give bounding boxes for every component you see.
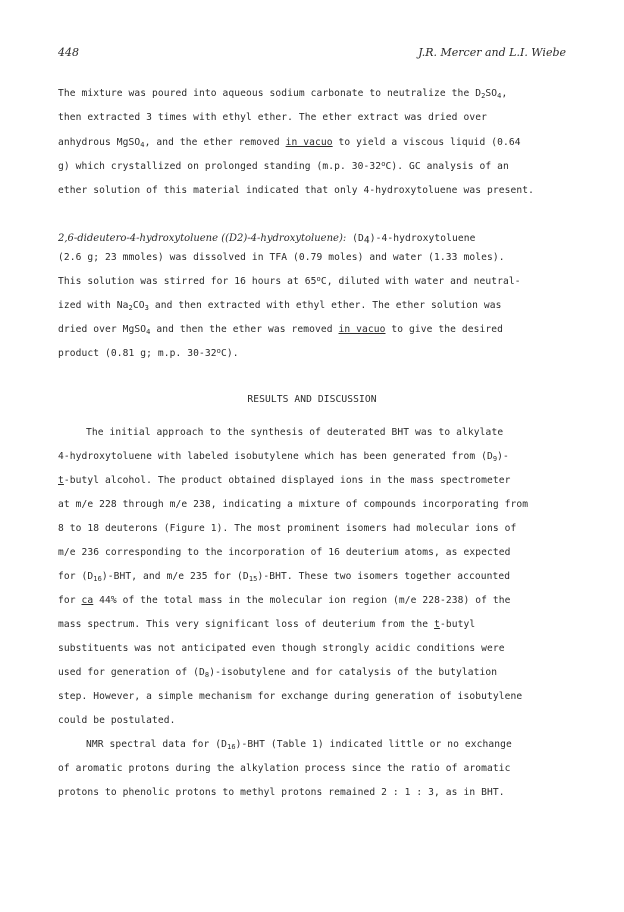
paragraph-4-line-2: of aromatic protons during the alkylation process since the ratio of aromatic	[58, 763, 511, 774]
paragraph-3-line-3: t-butyl alcohol. The product obtained displayed ions in the mass spectrometer	[58, 475, 511, 486]
paragraph-2-line-5: dried over MgSO$_4$ and then the ether was removed in vacuo to give the desired	[58, 324, 504, 336]
paragraph-3-line-7: for $(D_{16})$-BHT, and m/e 235 for $(D_{15})$-BHT. These two isomers together accounted	[58, 571, 511, 583]
paragraph-3-line-2: 4-hydroxytoluene with labeled isobutylene which has been generated from $(D_9)-$	[58, 451, 509, 463]
paragraph-4-line-3: protons to phenolic protons to methyl protons remained 2 : 1 : 3, as in BHT.	[58, 787, 505, 798]
paragraph-3-line-8: for ca 44% of the total mass in the molecular ion region (m/e 228-238) of the	[58, 595, 511, 606]
paragraph-3-line-10: substituents was not anticipated even though strongly acidic conditions were	[58, 643, 505, 654]
paragraph-3-line-6: m/e 236 corresponding to the incorporation of 16 deuterium atoms, as expected	[58, 547, 511, 558]
paragraph-3-line-11: used for generation of $(D_8)$-isobutylene and for catalysis of the butylation	[58, 667, 498, 679]
paragraph-2-line-4: ized with $Na_2CO_3$ and then extracted with ethyl ether. The ether solution was	[58, 300, 502, 312]
compound-title: 2,6-dideutero-4-hydroxytoluene ((D2)-4-hydroxytoluene):	[58, 233, 347, 244]
paragraph-1-line-4: g) which crystallized on prolonged standing (m.p. 30-32$^o$C). GC analysis of an	[58, 160, 509, 172]
paragraph-4-line-1: NMR spectral data for $(D_{16})$-BHT (Table 1) indicated little or no exchange	[86, 739, 512, 751]
paragraph-3-line-13: could be postulated.	[58, 715, 176, 726]
paragraph-1-line-2: then extracted 3 times with ethyl ether. The ether extract was dried over	[58, 112, 487, 123]
paragraph-1-line-1: The mixture was poured into aqueous sodium carbonate to neutralize the $D_2SO_4$,	[58, 88, 508, 100]
paragraph-3-line-12: step. However, a simple mechanism for exchange during generation of isobutylene	[58, 691, 523, 702]
paragraph-3-line-5: 8 to 18 deuterons (Figure 1). The most prominent isomers had molecular ions of	[58, 523, 517, 534]
paragraph-1-line-5: ether solution of this material indicated that only 4-hydroxytoluene was present.	[58, 185, 534, 196]
page-number: 448	[58, 46, 79, 59]
section-heading: RESULTS AND DISCUSSION	[247, 394, 377, 405]
paragraph-1-line-3: anhydrous MgSO$_4$, and the ether removed in vacuo to yield a viscous liquid (0.64	[58, 137, 521, 149]
running-header-authors: J.R. Mercer and L.I. Wiebe	[418, 46, 566, 59]
paragraph-3-line-4: at m/e 228 through m/e 238, indicating a mixture of compounds incorporating from	[58, 499, 529, 510]
paragraph-3-line-9: mass spectrum. This very significant loss of deuterium from the t-butyl	[58, 619, 476, 630]
paragraph-2-line-2: (2.6 g; 23 mmoles) was dissolved in TFA (0.79 moles) and water (1.33 moles).	[58, 252, 505, 263]
paragraph-2-line-6: product (0.81 g; m.p. 30-32$^o$C).	[58, 347, 239, 359]
paragraph-2-line-1: 2,6-dideutero-4-hydroxytoluene ((D2)-4-hydroxytoluene): $(D_4)-4$-hydroxytoluene	[58, 233, 476, 246]
paragraph-2-line-3: This solution was stirred for 16 hours at 65$^o$C, diluted with water and neutral-	[58, 275, 521, 287]
paragraph-3-line-1: The initial approach to the synthesis of deuterated BHT was to alkylate	[86, 427, 504, 438]
